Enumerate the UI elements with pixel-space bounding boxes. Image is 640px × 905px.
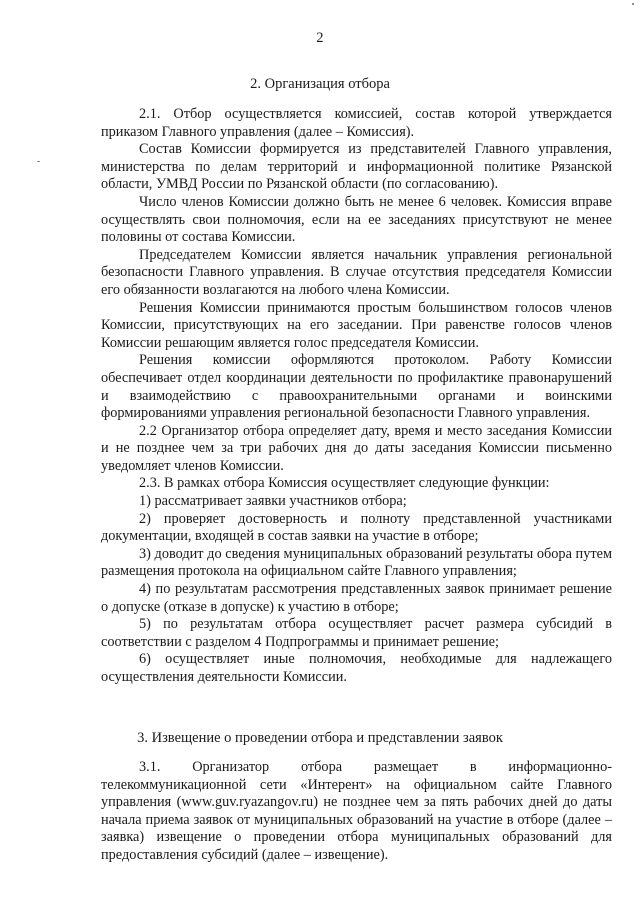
scan-speck — [632, 3, 634, 5]
list-item-function-2: 2) проверяет достоверность и полноту представленной участниками документации, входящей в состав заявки на участие в отборе; — [101, 510, 612, 545]
paragraph-2-3: 2.3. В рамках отбора Комиссия осуществляет следующие функции: — [139, 475, 550, 492]
list-item-function-5: 5) по результатам отбора осуществляет расчет размера субсидий в соответствии с разделом 4 Подпрограммы и принимает решение; — [101, 616, 612, 650]
paragraph-protocol: Решения комиссии оформляются протоколом. Работу Комиссии обеспечивает отдел координации деятельности по профилактике правонарушений и взаимодействию с правоохранительными органами и воинскими формированиями управления региональной безопасности Главного управления. — [101, 352, 612, 422]
paragraph-3-1: 3.1. Организатор отбора размещает в информационно-телекоммуникационной сети «Интерент» на официальном сайте Главного управления (www.guv.ryazangov.ru) не позднее чем за пять рабочих дней до даты начала приема заявок от муниципальных образований на участие в отборе (далее – заявка) извещение о проведении отбора муниципальных образований для предоставления субсидий (далее – извещение). — [101, 759, 612, 863]
list-item-function-4: 4) по результатам рассмотрения представленных заявок принимает решение о допуске (отказе в допуске) к участию в отборе; — [101, 581, 612, 615]
paragraph-2-2: 2.2 Организатор отбора определяет дату, время и место заседания Комиссии и не позднее чем за три рабочих дня до даты заседания Комиссии письменно уведомляет членов Комиссии. — [101, 422, 612, 474]
scan-speck — [37, 161, 40, 162]
paragraph-commission-size: Число членов Комиссии должно быть не менее 6 человек. Комиссия вправе осуществлять свои полномочия, если на ее заседаниях присутствуют не менее половины от состава Комиссии. — [101, 193, 612, 246]
paragraph-decisions: Решения Комиссии принимаются простым большинством голосов членов Комиссии, присутствующих на его заседании. При равенстве голосов членов Комиссии решающим является голос председателя Комиссии. — [101, 299, 612, 351]
list-item-function-3: 3) доводит до сведения муниципальных образований результаты обора путем размещения протокола на официальном сайте Главного управления; — [101, 545, 612, 580]
section-2-heading: 2. Организация отбора — [250, 76, 390, 92]
section-2-body — [101, 106, 612, 687]
section-3-heading: 3. Извещение о проведении отбора и представлении заявок — [137, 730, 503, 746]
paragraph-chairman: Председателем Комиссии является начальник управления региональной безопасности Главного управления. В случае отсутствия председателя Комиссии его обязанности возлагаются на любого члена Комиссии. — [101, 246, 612, 298]
paragraph-commission-composition: Состав Комиссии формируется из представителей Главного управления, министерства по делам территорий и информационной политике Рязанской области, УМВД России по Рязанской области (по согласованию). — [101, 141, 612, 193]
section-3-body — [101, 759, 612, 865]
list-item-function-1: 1) рассматривает заявки участников отбора; — [139, 493, 407, 510]
list-item-function-6: 6) осуществляет иные полномочия, необходимые для надлежащего осуществления деятельности Комиссии. — [101, 651, 612, 685]
paragraph-2-1: 2.1. Отбор осуществляется комиссией, состав которой утверждается приказом Главного управления (далее – Комиссия). — [101, 106, 612, 140]
page-number: 2 — [316, 30, 324, 46]
